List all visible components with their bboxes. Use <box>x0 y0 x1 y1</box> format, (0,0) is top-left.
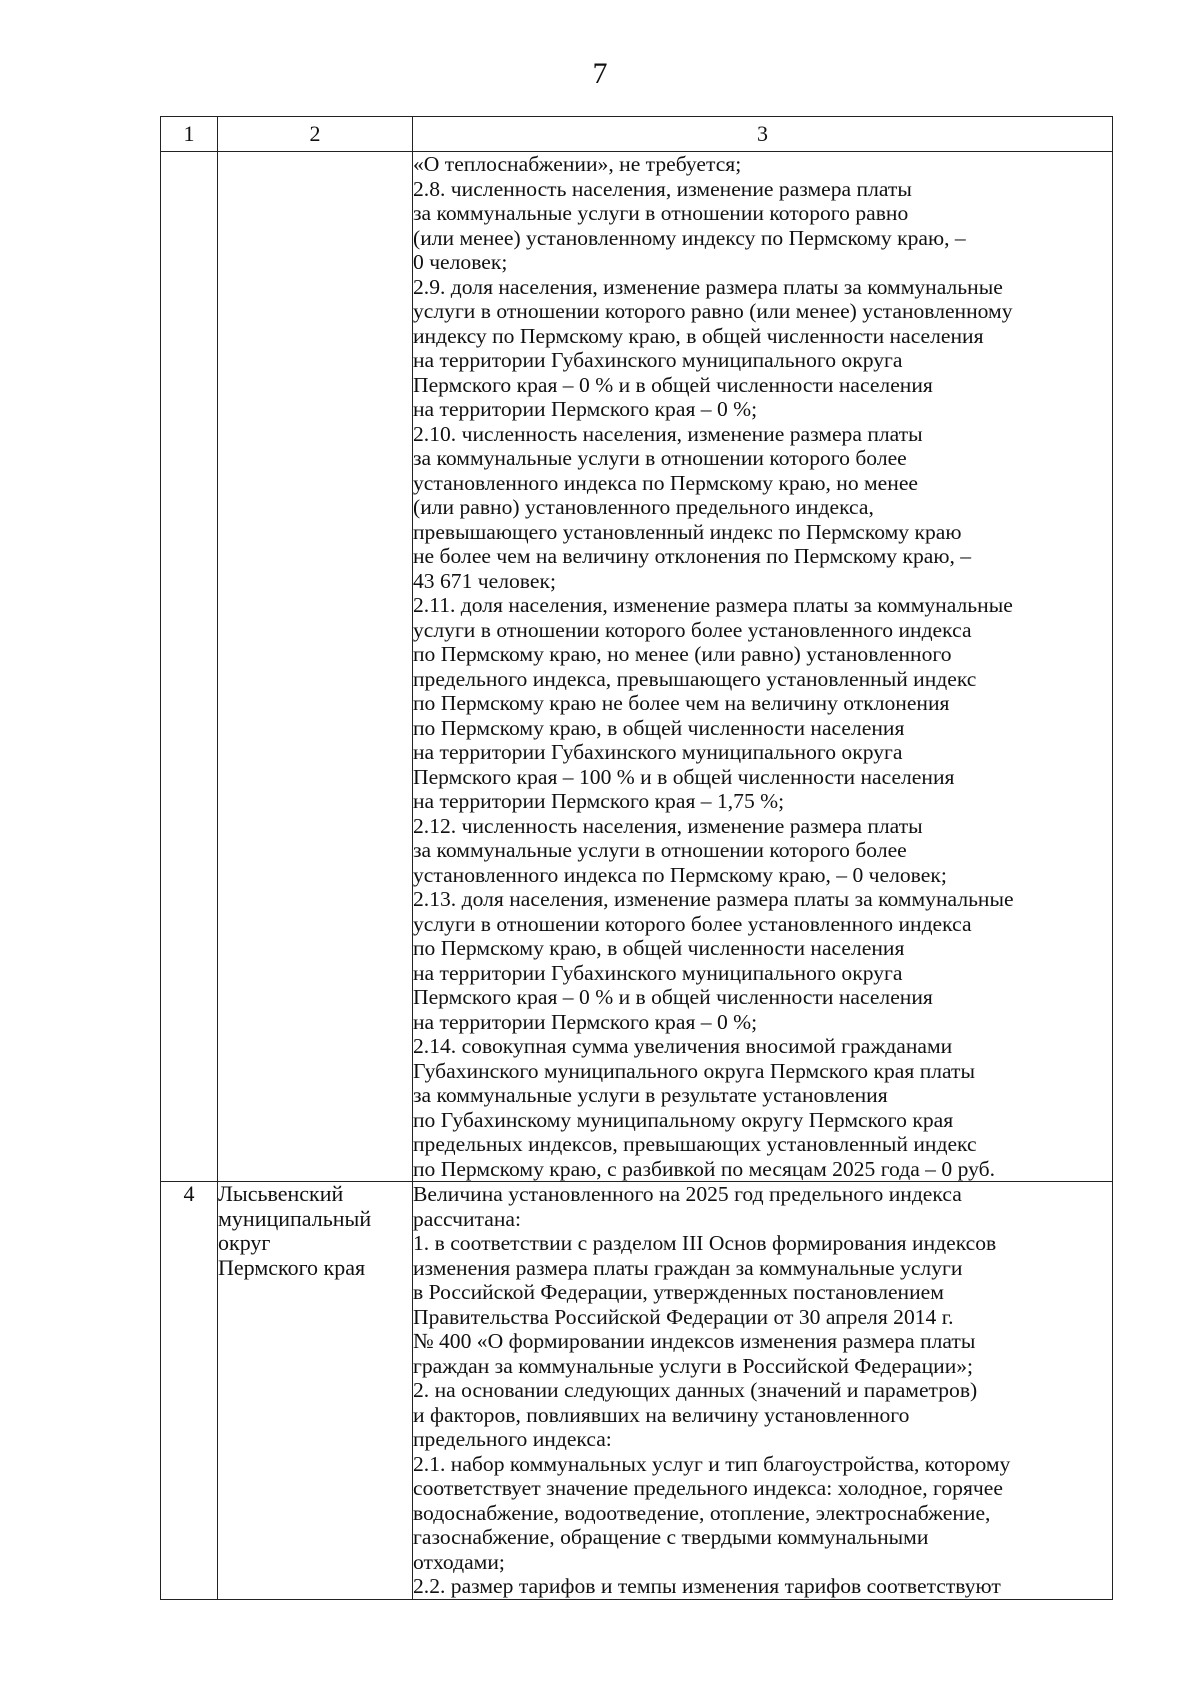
description-line: Пермского края – 0 % и в общей численности населения <box>413 372 933 397</box>
description-line: «О теплоснабжении», не требуется; <box>413 152 742 176</box>
description-line: установленного индекса по Пермскому краю, но менее <box>413 470 918 495</box>
description-line: 2.2. размер тарифов и темпы изменения тарифов соответствуют <box>413 1574 1001 1598</box>
description-line: в Российской Федерации, утвержденных постановлением <box>413 1280 944 1304</box>
description-line: предельных индексов, превышающих установленный индекс <box>413 1132 977 1156</box>
column-header: 1 <box>161 117 218 152</box>
municipality-name-line: Лысьвенский <box>218 1181 344 1206</box>
description-cell <box>413 152 1113 1182</box>
description-line: 2. на основании следующих данных (значений и параметров) <box>413 1378 978 1402</box>
description-line: услуги в отношении которого более установленного индекса <box>413 911 972 936</box>
municipality-name-line: муниципальный <box>218 1205 372 1231</box>
column-header: 2 <box>218 117 413 152</box>
municipality-name-line: округ <box>218 1230 271 1255</box>
description-line: 2.10. численность населения, изменение размера платы <box>413 421 923 446</box>
description-line: услуги в отношении которого равно (или менее) установленному <box>413 299 1013 323</box>
description-line: установленного индекса по Пермскому краю, – 0 человек; <box>413 862 947 887</box>
description-line: изменения размера платы граждан за коммунальные услуги <box>413 1255 963 1280</box>
description-line: 2.12. численность населения, изменение размера платы <box>413 813 923 838</box>
description-line: на территории Губахинского муниципального округа <box>413 740 903 764</box>
description-line: Правительства Российской Федерации от 30 апреля 2014 г. <box>413 1304 954 1329</box>
description-line: за коммунальные услуги в результате установления <box>413 1083 888 1107</box>
description-line: на территории Пермского края – 0 %; <box>413 397 758 421</box>
description-line: на территории Губахинского муниципального округа <box>413 348 903 372</box>
description-line: газоснабжение, обращение с твердыми коммунальными <box>413 1525 929 1549</box>
table-row <box>161 152 1113 1182</box>
description-line: не более чем на величину отклонения по Пермскому краю, – <box>413 544 972 568</box>
municipality-name-cell <box>218 152 413 1182</box>
description-line: за коммунальные услуги в отношении которого более <box>413 838 907 862</box>
table-header-row <box>161 117 1113 152</box>
row-number <box>161 152 218 1182</box>
description-line: (или равно) установленного предельного индекса, <box>413 495 874 519</box>
description-line: Пермского края – 0 % и в общей численности населения <box>413 985 933 1009</box>
description-line: Пермского края – 100 % и в общей численности населения <box>413 764 955 789</box>
description-line: по Пермскому краю не более чем на величину отклонения <box>413 691 950 715</box>
description-line: на территории Губахинского муниципального округа <box>413 960 903 985</box>
description-line: отходами; <box>413 1549 505 1574</box>
row-number: 4 <box>161 1182 218 1600</box>
description-line: 2.13. доля населения, изменение размера платы за коммунальные <box>413 887 1014 911</box>
description-cell <box>413 1182 1113 1600</box>
description-line: соответствует значение предельного индекса: холодное, горячее <box>413 1476 1003 1500</box>
description-line: предельного индекса: <box>413 1427 612 1451</box>
description-line: за коммунальные услуги в отношении которого более <box>413 446 907 470</box>
description-line: № 400 «О формировании индексов изменения размера платы <box>413 1329 976 1353</box>
description-line: по Пермскому краю, в общей численности населения <box>413 936 905 960</box>
description-line: 2.11. доля населения, изменение размера платы за коммунальные <box>413 593 1013 617</box>
description-line: граждан за коммунальные услуги в Российской Федерации»; <box>413 1353 974 1378</box>
document-table <box>160 116 1113 1600</box>
description-line: 43 671 человек; <box>413 568 556 593</box>
description-line: по Губахинскому муниципальному округу Пермского края <box>413 1107 954 1132</box>
description-line: 1. в соответствии с разделом III Основ формирования индексов <box>413 1231 997 1255</box>
description-line: превышающего установленный индекс по Пермскому краю <box>413 519 962 544</box>
description-line: 2.1. набор коммунальных услуг и тип благоустройства, которому <box>413 1451 1011 1476</box>
description-line: по Пермскому краю, с разбивкой по месяцам 2025 года – 0 руб. <box>413 1156 995 1181</box>
description-line: предельного индекса, превышающего установленный индекс <box>413 666 977 691</box>
description-line: по Пермскому краю, но менее (или равно) установленного <box>413 642 952 666</box>
description-line: рассчитана: <box>413 1206 521 1231</box>
description-line: Величина установленного на 2025 год предельного индекса <box>413 1182 962 1206</box>
description-line: Губахинского муниципального округа Пермского края платы <box>413 1058 975 1083</box>
description-line: на территории Пермского края – 0 %; <box>413 1009 758 1034</box>
page-number: 7 <box>592 57 608 90</box>
description-line: и факторов, повлиявших на величину установленного <box>413 1402 910 1427</box>
description-line: 2.9. доля населения, изменение размера платы за коммунальные <box>413 274 1003 299</box>
description-line: 0 человек; <box>413 250 508 274</box>
description-line: (или менее) установленному индексу по Пермскому краю, – <box>413 225 966 250</box>
description-line: индексу по Пермскому краю, в общей численности населения <box>413 323 984 348</box>
description-line: услуги в отношении которого более установленного индекса <box>413 617 972 642</box>
municipality-name-cell <box>218 1182 413 1600</box>
description-line: водоснабжение, водоотведение, отопление, электроснабжение, <box>413 1500 991 1525</box>
description-line: за коммунальные услуги в отношении которого равно <box>413 201 909 225</box>
table-row <box>161 1182 1113 1600</box>
description-line: по Пермскому краю, в общей численности населения <box>413 715 905 740</box>
municipality-name-line: Пермского края <box>218 1254 366 1280</box>
description-line: 2.14. совокупная сумма увеличения вносимой гражданами <box>413 1034 953 1058</box>
description-line: 2.8. численность населения, изменение размера платы <box>413 176 912 201</box>
column-header: 3 <box>413 117 1113 152</box>
description-line: на территории Пермского края – 1,75 %; <box>413 789 785 813</box>
